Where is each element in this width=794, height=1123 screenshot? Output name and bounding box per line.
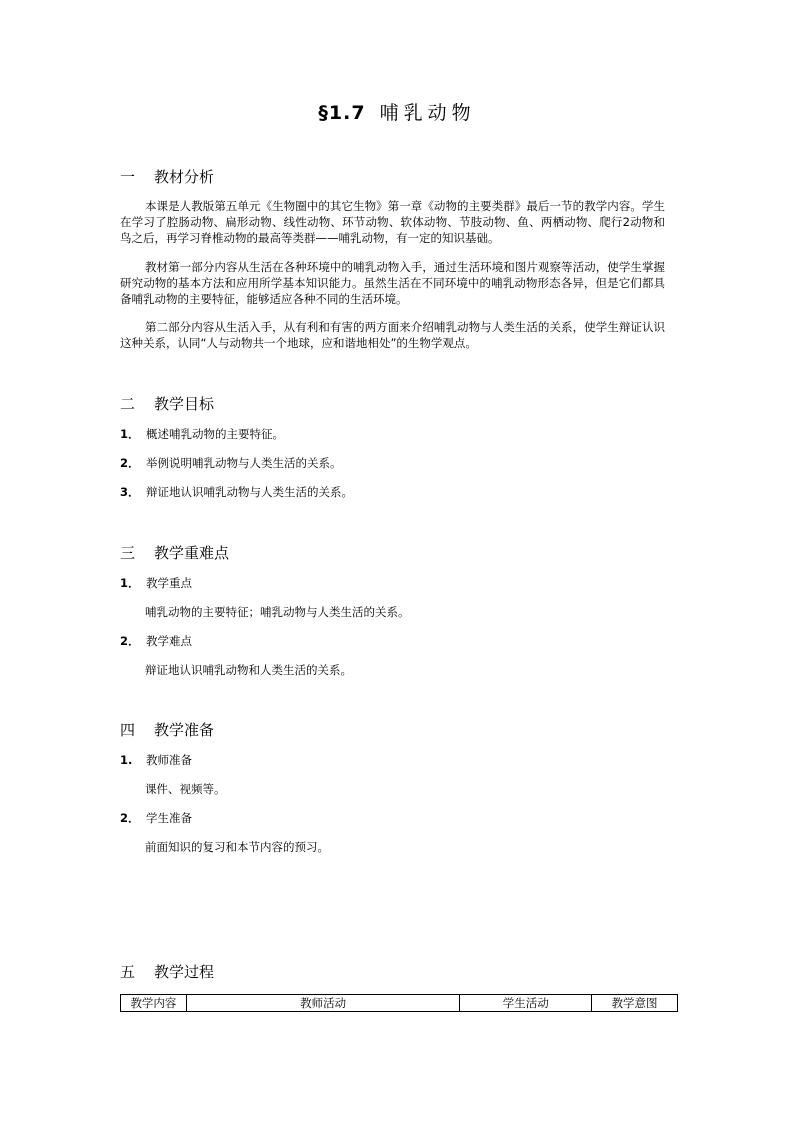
list-text: 教师准备 — [146, 753, 192, 767]
list-text: 辩证地认识哺乳动物与人类生活的关系。 — [146, 485, 353, 499]
section-number: 五 — [120, 963, 136, 981]
paragraph: 教材第一部分内容从生活在各种环境中的哺乳动物入手，通过生活环境和图片观察等活动，使学生掌握研究动物的基本方法和应用所学基本知识能力。虽然生活在不同环境中的哺乳动物形态各异，但是它们都具备哺乳动物的主要特征，能够适应各种不同的生活环境。 — [120, 260, 665, 306]
list-number: 1． — [120, 576, 140, 590]
list-item — [120, 426, 284, 442]
page-title — [0, 98, 794, 125]
paragraph: 第二部分内容从生活入手，从有利和有害的两方面来介绍哺乳动物与人类生活的关系，使学生辩证认识这种关系，认同“人与动物共一个地球，应和谐地相处”的生物学观点。 — [120, 320, 665, 350]
list-item — [120, 752, 192, 768]
section-number: 二 — [120, 395, 136, 413]
section-heading-2 — [120, 393, 214, 414]
table-header-row — [121, 995, 678, 1012]
list-item — [120, 633, 192, 649]
list-text: 教学重点 — [146, 576, 192, 590]
list-number: 2． — [120, 456, 140, 470]
section-heading-1 — [120, 166, 214, 187]
section-heading-4 — [120, 719, 214, 740]
table-header-cell: 学生活动 — [460, 995, 592, 1012]
section-heading-3 — [120, 542, 229, 563]
section-title: 教学目标 — [154, 395, 215, 413]
list-text: 举例说明哺乳动物与人类生活的关系。 — [146, 456, 342, 470]
section-title: 教材分析 — [154, 168, 215, 186]
section-heading-5 — [120, 961, 214, 982]
list-number: 1． — [120, 427, 140, 441]
section-title: 教学重难点 — [154, 544, 230, 562]
list-number: 2． — [120, 634, 140, 648]
list-detail: 课件、视频等。 — [145, 782, 226, 796]
list-detail: 哺乳动物的主要特征；哺乳动物与人类生活的关系。 — [145, 605, 410, 619]
section-number: 四 — [120, 721, 136, 739]
table-header-cell: 教学内容 — [121, 995, 187, 1012]
table-header-cell: 教学意图 — [592, 995, 678, 1012]
list-item — [120, 455, 342, 471]
table-header-cell: 教师活动 — [186, 995, 459, 1012]
list-item — [120, 810, 192, 826]
list-text: 教学难点 — [146, 634, 192, 648]
section-number: 一 — [120, 168, 136, 186]
list-number: 1. — [120, 753, 133, 767]
title-number: §1.7 — [318, 102, 366, 124]
list-number: 3． — [120, 485, 140, 499]
list-number: 2． — [120, 811, 140, 825]
list-detail: 前面知识的复习和本节内容的预习。 — [145, 840, 329, 854]
section-title: 教学准备 — [154, 721, 215, 739]
list-item — [120, 575, 192, 591]
section-number: 三 — [120, 544, 136, 562]
list-detail: 辩证地认识哺乳动物和人类生活的关系。 — [145, 663, 352, 677]
list-item — [120, 484, 353, 500]
section-title: 教学过程 — [154, 963, 215, 981]
list-text: 概述哺乳动物的主要特征。 — [146, 427, 284, 441]
list-text: 学生准备 — [146, 811, 192, 825]
teaching-process-table — [120, 994, 678, 1012]
paragraph: 本课是人教版第五单元《生物圈中的其它生物》第一章《动物的主要类群》最后一节的教学内容。学生在学习了腔肠动物、扁形动物、线性动物、环节动物、软体动物、节肢动物、鱼、两栖动物、爬行2动物和鸟之后，再学习脊椎动物的最高等类群——哺乳动物，有一定的知识基础。 — [120, 199, 665, 245]
title-name: 哺乳动物 — [379, 102, 476, 124]
